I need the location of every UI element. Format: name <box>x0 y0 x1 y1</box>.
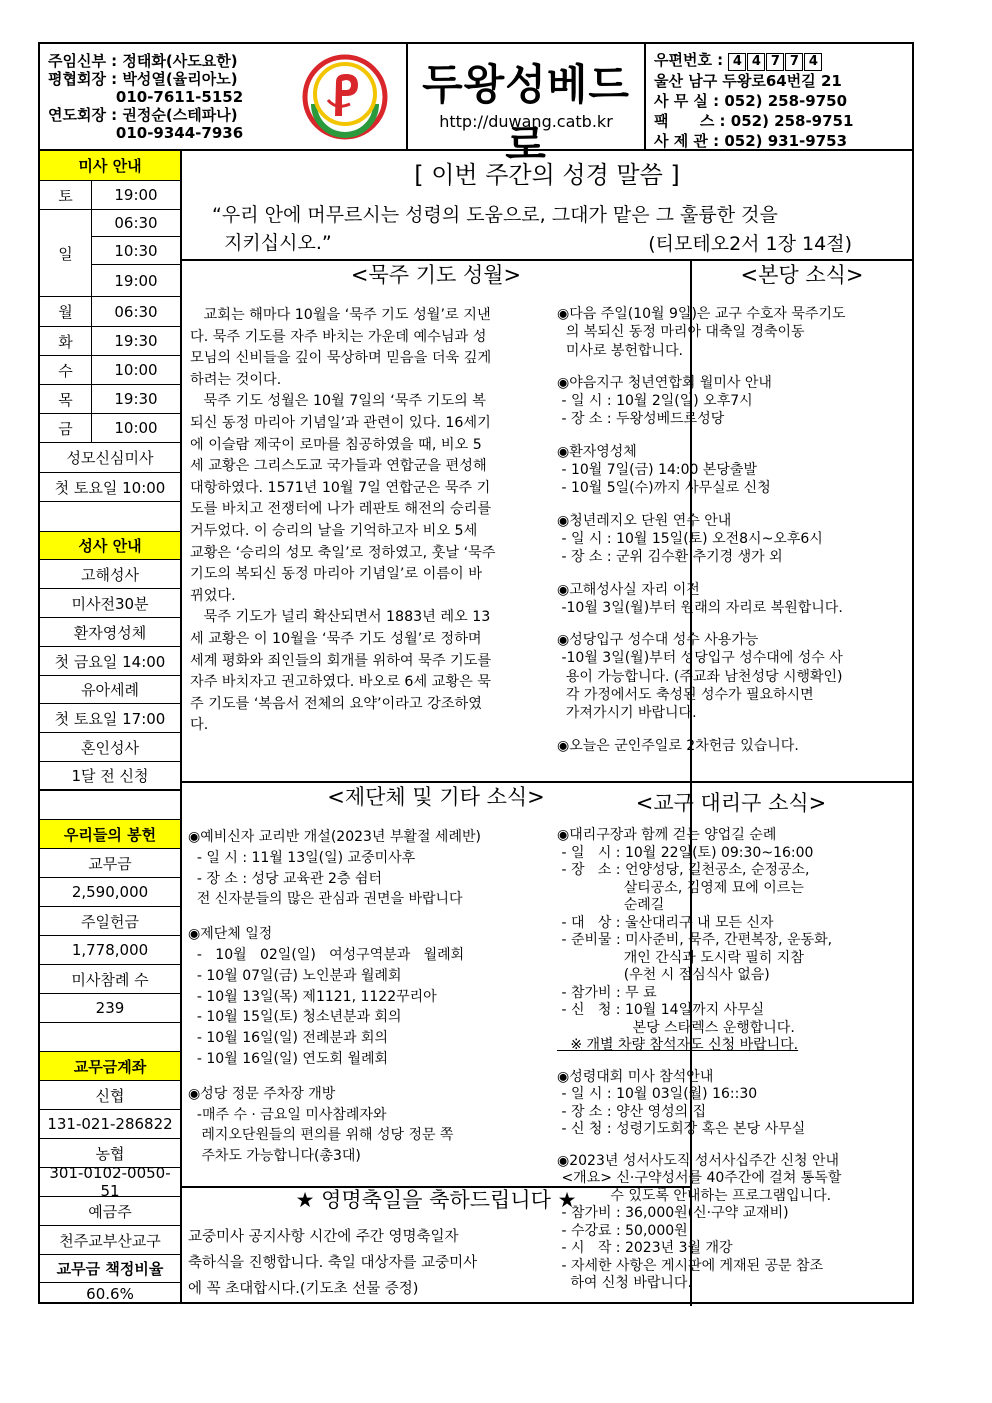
account-item: 천주교부산교구 <box>40 1226 180 1255</box>
offering-value: 239 <box>40 994 180 1023</box>
diocese-news-line: 수 있도록 안내하는 프로그램입니다. <box>557 1187 832 1204</box>
offering-item: 주일헌금 <box>40 907 180 936</box>
rosary-text-line: 세 교황은 이 10월을 ‘묵주 기도 성월’로 정하며 <box>190 630 482 647</box>
spacer <box>40 1023 180 1052</box>
parish-news-line: - 장 소 : 군위 김수환 추기경 생가 외 <box>557 549 783 566</box>
groups-news-line: ◉성당 정문 주차장 개방 <box>188 1085 336 1102</box>
birthday-heading: ★ 영명축일을 축하드립니다 ★ <box>295 1188 577 1212</box>
zip-digit: 4 <box>728 53 746 71</box>
sacrament-item: 첫 금요일 14:00 <box>40 647 180 676</box>
account-title: 교무금계좌 <box>40 1052 180 1081</box>
parish-news-line: ◉야음지구 청년연합회 월미사 안내 <box>557 374 772 391</box>
account-item: 신협 <box>40 1081 180 1110</box>
zip-digit: 4 <box>747 53 765 71</box>
rosary-text-line: 세계 평화와 죄인들의 회개를 위하여 묵주 기도를 <box>190 652 492 669</box>
verse-line: 지키십시오.” <box>212 232 332 254</box>
offering-item: 교무금 <box>40 849 180 878</box>
mass-row-weekday <box>40 327 180 356</box>
parish-news-line: 의 복되신 동정 마리아 대축일 경축이동 <box>557 324 805 341</box>
diocese-news-line: - 대 상 : 울산대리구 내 모든 신자 <box>557 914 774 931</box>
header-left-line: 010-7611-5152 <box>48 88 244 106</box>
parish-news-line: ◉다음 주일(10월 9일)은 교구 수호자 묵주기도 <box>557 306 846 322</box>
spacer <box>40 502 180 532</box>
diocese-news-line: 살티공소, 김영제 묘에 이르는 <box>557 879 804 896</box>
account-item: 131-021-286822 <box>40 1110 180 1139</box>
header-left-line: 주임신부 : 정태화(사도요한) <box>48 52 238 70</box>
rectory-phone: 사 제 관 : 052) 931-9753 <box>654 132 848 150</box>
groups-news-line: - 10월 16일(일) 연도회 월례회 <box>188 1050 389 1067</box>
rosary-text-line: 대항하였다. 1571년 10월 7일 연합군은 묵주 기 <box>190 479 491 496</box>
parish-news-body <box>557 305 907 755</box>
rosary-text-line: 도를 바치고 전쟁터에 나가 레판토 해전의 승리를 <box>190 501 492 518</box>
title-box <box>406 44 646 169</box>
diocese-news-line: - 일 시 : 10월 03일(월) 16::30 <box>557 1086 758 1102</box>
header-left-line: 연도회장 : 권정순(스테파나) <box>48 106 238 124</box>
parish-news-line <box>557 360 907 374</box>
offering-value: 1,778,000 <box>40 936 180 965</box>
address-line: 울산 남구 두왕로64번길 21 <box>654 72 842 90</box>
groups-news-line: - 10월 02일(일) 여성구역분과 월례회 <box>188 946 465 963</box>
parish-news-line: - 10월 7일(금) 14:00 본당출발 <box>557 462 757 479</box>
groups-heading: <제단체 및 기타 소식> <box>327 785 545 809</box>
zip-digit: 7 <box>785 53 803 71</box>
mass-day: 월 <box>40 297 92 326</box>
birthday-text-line: 축하식을 진행합니다. 축일 대상자를 교중미사 <box>188 1255 478 1271</box>
rosary-text-line: 세 교황은 그리스도교 국가들과 연합군을 편성해 <box>190 458 487 475</box>
mass-row-weekday <box>40 356 180 385</box>
diocese-news-line: - 자세한 사항은 게시판에 게재된 공문 참조 <box>557 1257 824 1274</box>
mass-day: 금 <box>40 414 92 442</box>
mass-time: 06:30 <box>92 210 180 237</box>
diocese-news-line: - 수강료 : 50,000원 <box>557 1222 688 1239</box>
diocese-news-line: 순례길 <box>557 897 665 913</box>
mass-time: 19:30 <box>114 332 158 350</box>
office-phone: 사 무 실 : 052) 258-9750 <box>654 92 848 110</box>
groups-news-line: -매주 수 · 금요일 미사참례자와 <box>188 1106 387 1123</box>
diocese-body <box>557 827 911 1293</box>
mass-row-sat <box>40 181 180 210</box>
groups-news-line: - 일 시 : 11월 13일(일) 교중미사후 <box>188 849 416 866</box>
groups-news-line: - 10월 07일(금) 노인분과 월례회 <box>188 967 402 984</box>
parish-news-line <box>557 723 907 737</box>
rosary-body <box>190 305 496 737</box>
rosary-text-line: 거두었다. 이 승리의 날을 기억하고자 비오 5세 <box>190 522 478 539</box>
parish-logo-icon <box>302 54 388 140</box>
mass-row-weekday <box>40 385 180 414</box>
account-item: 예금주 <box>40 1197 180 1226</box>
groups-news-line <box>188 1070 481 1084</box>
zip-digit: 7 <box>766 53 784 71</box>
diocese-news-line: - 장 소 : 양산 영성의 집 <box>557 1103 707 1120</box>
groups-news-line: - 10월 13일(목) 제1121, 1122꾸리아 <box>188 988 437 1005</box>
sacrament-item: 1달 전 신청 <box>40 762 180 791</box>
offering-item: 미사참례 수 <box>40 965 180 994</box>
verse-line: “우리 안에 머무르시는 성령의 도움으로, 그대가 맡은 그 훌륭한 것을 <box>212 204 778 226</box>
spacer <box>40 791 180 820</box>
parish-news-line <box>557 567 907 581</box>
diocese-news-line: ※ 개별 차량 참석자도 신청 바랍니다. <box>557 1037 799 1053</box>
groups-news-line: - 장 소 : 성당 교육관 2층 쉼터 <box>188 870 382 887</box>
diocese-news-line <box>557 1139 911 1153</box>
parish-news-line: 용이 가능합니다. (주교좌 남천성당 시행확인) <box>557 668 843 685</box>
rosary-text-line: 교황은 ‘승리의 성모 축일’로 정하였고, 훗날 ‘묵주 <box>190 544 496 561</box>
bulletin-title: 두왕성베드로 <box>422 60 630 169</box>
diocese-news-line: - 장 소 : 언양성당, 길천공소, 순정공소, <box>557 862 810 878</box>
birthday-body <box>188 1224 477 1302</box>
mass-day: 일 <box>40 210 92 296</box>
offering-title: 우리들의 봉헌 <box>40 820 180 849</box>
parish-news-line: -10월 3일(월)부터 성당입구 성수대에 성수 사 <box>557 650 843 667</box>
header-address <box>654 50 853 151</box>
mass-day: 화 <box>40 327 92 355</box>
diocese-news-line: (우천 시 점심식사 없음) <box>557 967 770 983</box>
diocese-news-line: - 참가비 : 무 료 <box>557 984 657 1001</box>
mass-row-sun <box>40 210 180 297</box>
groups-body <box>188 827 481 1167</box>
groups-news-line: 레지오단원들의 편의를 위해 성당 정문 쪽 <box>188 1127 454 1144</box>
rosary-text-line: 모님의 신비들을 깊이 묵상하며 믿음을 더욱 깊게 <box>190 350 492 367</box>
parish-news-line: ◉환자영성체 <box>557 443 637 460</box>
mass-day: 목 <box>40 385 92 413</box>
parish-news-line: - 10월 5일(수)까지 사무실로 신청 <box>557 480 771 497</box>
header-contacts <box>48 52 243 142</box>
parish-news-line: 미사로 봉헌합니다. <box>557 342 683 359</box>
diocese-news-line: <개요> 신·구약성서를 40주간에 걸쳐 통독할 <box>557 1170 842 1186</box>
diocese-news-line: - 시 작 : 2023년 3월 개강 <box>557 1240 733 1256</box>
mass-time: 10:00 <box>114 419 158 437</box>
rosary-text-line: 되신 동정 마리아 기념일’과 관련이 있다. 16세기 <box>190 414 491 431</box>
diocese-news-line: - 신 청 : 10월 14일까지 사무실 <box>557 1002 765 1018</box>
mass-time: 10:30 <box>92 237 180 265</box>
diocese-news-line <box>557 1055 911 1069</box>
mass-time: 10:00 <box>114 361 158 379</box>
rosary-text-line: 교회는 해마다 10월을 ‘묵주 기도 성월’로 지낸 <box>190 307 491 323</box>
rosary-text-line: 뀌었다. <box>190 587 236 604</box>
parish-news-line: - 장 소 : 두왕성베드로성당 <box>557 411 725 428</box>
mass-day: 수 <box>40 356 92 384</box>
account-item: 301-0102-0050-51 <box>40 1168 180 1197</box>
account-item: 농협 <box>40 1139 180 1168</box>
parish-news-line <box>557 617 907 631</box>
marian-mass-time: 첫 토요일 10:00 <box>40 473 180 502</box>
parish-news-line: ◉오늘은 군인주일로 2차헌금 있습니다. <box>557 737 799 754</box>
rosary-text-line: 묵주 기도가 널리 확산되면서 1883년 레오 13 <box>190 609 491 626</box>
diocese-heading: <교구 대리구 소식> <box>635 791 827 815</box>
diocese-news-line: - 참가비 : 36,000원(신·구약 교재비) <box>557 1205 789 1221</box>
sacrament-item: 고해성사 <box>40 560 180 589</box>
rosary-text-line: 다. <box>190 717 209 734</box>
parish-news-line <box>557 498 907 512</box>
groups-news-line: - 10월 16일(일) 전례분과 회의 <box>188 1030 389 1047</box>
rosary-text-line: 에 이슬람 제국이 로마를 침공하였을 때, 비오 5 <box>190 436 482 453</box>
diocese-news-line: ◉성령대회 미사 참석안내 <box>557 1068 714 1085</box>
groups-news-line: ◉제단체 일정 <box>188 926 273 943</box>
header-left-line: 010-9344-7936 <box>48 124 244 142</box>
mass-row-weekday <box>40 297 180 327</box>
parish-url[interactable]: http://duwang.catb.kr <box>439 112 613 131</box>
diocese-news-line: 개인 간식과 도시락 필히 지참 <box>557 949 804 966</box>
diocese-news-line: ◉대리구장과 함께 걷는 양업길 순례 <box>557 827 777 843</box>
marian-mass-label: 성모신심미사 <box>40 443 180 473</box>
rosary-text-line: 자주 바치자고 권고하였다. 바오로 6세 교황은 묵 <box>190 674 491 691</box>
sacrament-title: 성사 안내 <box>40 532 180 560</box>
zip-label: 우편번호 : <box>654 51 729 69</box>
diocese-news-line: 본당 스타렉스 운행합니다. <box>557 1019 795 1036</box>
groups-news-line: - 10월 15일(토) 청소년분과 회의 <box>188 1009 402 1026</box>
parish-news-line: - 일 시 : 10월 15일(토) 오전8시~오후6시 <box>557 530 823 547</box>
mass-time: 19:00 <box>114 186 158 204</box>
sacrament-item: 첫 토요일 17:00 <box>40 704 180 733</box>
bulletin-page <box>38 42 914 1304</box>
zip-line <box>654 50 853 71</box>
sacrament-item: 환자영성체 <box>40 618 180 647</box>
groups-news-line: 주차도 가능합니다(총3대) <box>188 1148 361 1165</box>
sacrament-item: 미사전30분 <box>40 589 180 618</box>
rosary-text-line: 기도의 복되신 동정 마리아 기념일’로 이름이 바 <box>190 566 482 583</box>
diocese-news-line: - 일 시 : 10월 22일(토) 09:30~16:00 <box>557 844 814 861</box>
parish-news-line <box>557 429 907 443</box>
mass-day: 토 <box>40 181 92 209</box>
mass-time: 19:00 <box>114 272 158 290</box>
ratio-label: 교무금 책정비율 <box>40 1255 180 1283</box>
mass-time: 06:30 <box>114 302 158 321</box>
parish-news-line: ◉청년레지오 단원 연수 안내 <box>557 512 732 529</box>
offering-value: 2,590,000 <box>40 878 180 907</box>
diocese-news-line: 하여 신청 바랍니다. <box>557 1275 692 1291</box>
parish-news-heading: <본당 소식> <box>740 263 864 287</box>
header-left-line: 평협회장 : 박성열(율리아노) <box>48 70 238 88</box>
weekly-verse <box>182 151 912 261</box>
parish-news-line: - 일 시 : 10월 2일(일) 오후7시 <box>557 393 753 410</box>
mass-schedule-title: 미사 안내 <box>40 151 180 181</box>
ratio-value: 60.6% <box>86 1284 134 1303</box>
parish-news-line: 가져가시기 바랍니다. <box>557 705 697 722</box>
parish-news-line: ◉고해성사실 자리 이전 <box>557 581 700 598</box>
groups-news-line: 전 신자분들의 많은 관심과 권면을 바랍니다 <box>188 891 463 908</box>
mass-row-weekday <box>40 414 180 443</box>
zip-digit: 4 <box>804 53 822 71</box>
sidebar <box>40 151 182 1304</box>
diocese-news-line: - 준비물 : 미사준비, 묵주, 간편복장, 운동화, <box>557 932 833 948</box>
rosary-heading: <묵주 기도 성월> <box>350 263 522 287</box>
verse-reference: (티모테오2서 1장 14절) <box>648 233 852 255</box>
rosary-text-line: 하려는 것이다. <box>190 371 282 388</box>
birthday-text-line: 에 꼭 초대합시다.(기도초 선물 증정) <box>188 1281 419 1297</box>
birthday-text-line: 교중미사 공지사항 시간에 주간 영명축일자 <box>188 1229 459 1245</box>
parish-news-line: -10월 3일(월)부터 원래의 자리로 복원합니다. <box>557 599 843 616</box>
diocese-news-line: ◉2023년 성서사도직 성서사십주간 신청 안내 <box>557 1152 840 1169</box>
parish-news-line: ◉성당입구 성수대 성수 사용가능 <box>557 632 759 649</box>
rosary-text-line: 다. 묵주 기도를 자주 바치는 가운데 예수님과 성 <box>190 328 487 345</box>
rosary-text-line: 주 기도를 ‘복음서 전체의 요약’이라고 강조하였 <box>190 695 482 712</box>
mass-time: 19:30 <box>114 390 158 408</box>
groups-news-line <box>188 910 481 924</box>
verse-heading: [ 이번 주간의 성경 말씀 ] <box>414 161 680 189</box>
parish-news-line: 각 가정에서도 축성된 성수가 필요하시면 <box>557 687 814 704</box>
diocese-news-line: - 신 청 : 성령기도회장 혹은 본당 사무실 <box>557 1121 806 1137</box>
zip-boxes <box>728 50 823 71</box>
groups-news-line: ◉예비신자 교리반 개설(2023년 부활절 세례반) <box>188 829 481 845</box>
sacrament-item: 혼인성사 <box>40 733 180 762</box>
fax-number: 팩 스 : 052) 258-9751 <box>654 112 854 130</box>
rosary-text-line: 묵주 기도 성월은 10월 7일의 ‘묵주 기도의 복 <box>190 393 486 410</box>
sacrament-item: 유아세례 <box>40 676 180 704</box>
